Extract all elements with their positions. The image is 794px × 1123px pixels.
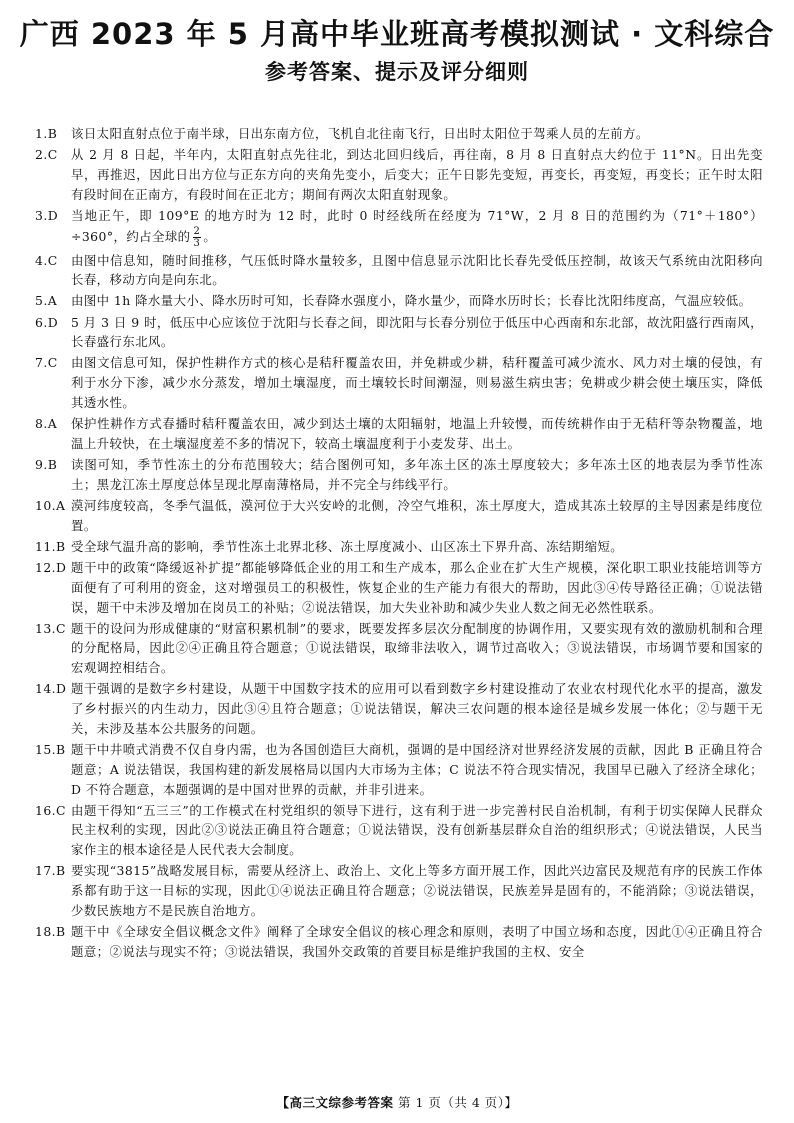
answer-item-12: [35, 558, 763, 617]
answer-explanation: 由图文信息可知，保护性耕作方式的核心是秸秆覆盖农田，并免耕或少耕，秸秆覆盖可减少流水、风力对土壤的侵蚀，有利于水分下渗，减少水分蒸发，增加土壤湿度，而土壤较长时间潮湿，则易滋生病虫害；免耕或少耕会使土壤压实，降低其透水性。: [71, 355, 763, 411]
answer-item-16: [35, 801, 763, 860]
answer-explanation: 当地正午，即 109°E 的地方时为 12 时，此时 0 时经线所在经度为 71°W，2 月 8 日的范围约为（71°＋180°）÷360°，约占全球的: [71, 207, 763, 245]
answer-number: 14.D: [35, 681, 67, 697]
answer-explanation: 由图中信息知，随时间推移，气压低时降水量较多，且图中信息显示沈阳比长春先受低压控制，故该天气系统由沈阳移向长春，移动方向是向东北。: [71, 252, 763, 288]
answer-item-4: [35, 251, 763, 291]
answer-explanation: 题干的设问为形成健康的“财富积累机制”的要求，既要发挥多层次分配制度的协调作用，又要实现有效的激励机制和合理的分配格局，因此②④正确且符合题意；①说法错误，取缔非法收入，调节过高收入；③说法错误，市场调节要和国家的宏观调控相结合。: [71, 620, 763, 676]
answer-item-2: [35, 145, 763, 204]
answer-explanation-tail: 。: [203, 229, 217, 245]
answer-item-18: [35, 922, 763, 962]
answer-number: 2.C: [35, 147, 58, 163]
fraction: [193, 226, 202, 249]
fraction-denominator: 3: [193, 238, 201, 250]
answer-explanation: 受全球气温升高的影响，季节性冻土北界北移、冻土厚度减小、山区冻土下界升高、冻结期缩短。: [71, 538, 624, 554]
answer-number: 10.A: [35, 497, 66, 513]
answer-item-8: [35, 414, 763, 454]
answer-number: 12.D: [35, 559, 67, 575]
page-title: 广西 2023 年 5 月高中毕业班高考模拟测试 · 文科综合: [19, 17, 775, 51]
answer-explanation: 读图可知，季节性冻土的分布范围较大；结合图例可知，多年冻土区的冻土厚度较大；多年冻土区的地表层为季节性冻土；黑龙江冻土厚度总体呈现北厚南薄格局，并不完全与纬线平行。: [71, 457, 763, 492]
answer-explanation: 题干中井喷式消费不仅自身内需，也为各国创造巨大商机，强调的是中国经济对世界经济发展的贡献，因此 B 正确且符合题意；A 说法错误，我国构建的新发展格局以国内大市场为主体；C 说法不符合现实情况，我国早已融入了经济全球化；D 不符合题意，本题强调的是中国对世界的贡献，并非引进来。: [71, 741, 763, 797]
answer-number: 3.D: [35, 207, 59, 223]
answer-number: 7.C: [35, 355, 58, 371]
answer-item-11: [35, 537, 763, 557]
answer-explanation: 保护性耕作方式春播时秸秆覆盖农田，减少到达土壤的太阳辐射，地温上升较慢，而传统耕作由于无秸秆等杂物覆盖，地温上升较快，在土壤湿度差不多的情况下，较高土壤温度利于小麦发芽、出土。: [71, 416, 763, 451]
answer-number: 17.B: [35, 863, 66, 879]
answer-item-14: [35, 679, 763, 738]
answer-explanation: 由题干得知“五三三”的工作模式在村党组织的领导下进行，这有利于进一步完善村民自治机制，有利于切实保障人民群众民主权利的实现，因此②③说法正确且符合题意；①说法错误，没有创新基层群众自治的组织形式；④说法错误，人民当家作主的根本途径是人民代表大会制度。: [71, 802, 763, 858]
answer-number: 9.B: [35, 457, 58, 473]
answer-number: 6.D: [35, 314, 59, 330]
answer-explanation: 从 2 月 8 日起，半年内，太阳直射点先往北，到达北回归线后，再往南，8 月 8 日直射点大约位于 11°N。日出先变早，再推迟，因此日出方位与正东方向的夹角先变小，后变大；正午日影先变短，再变长，再变短，再变长；正午时太阳有段时间在正南方，有段时间在正北方；期间有两次太阳直射现象。: [71, 147, 763, 202]
answer-item-3: [35, 206, 763, 250]
answer-item-6: [35, 313, 763, 353]
answer-item-10: [35, 496, 763, 536]
answer-explanation: 由图中 1h 降水量大小、降水历时可知，长春降水强度小，降水量少，而降水历时长；长春比沈阳纬度高，气温应较低。: [71, 293, 752, 309]
answer-number: 5.A: [35, 293, 58, 309]
answer-explanation: 该日太阳直射点位于南半球，日出东南方位，飞机自北往南飞行，日出时太阳位于驾乘人员的左前方。: [71, 126, 649, 141]
answer-item-9: [35, 455, 763, 495]
answer-number: 11.B: [35, 538, 66, 554]
answer-list: [35, 124, 763, 963]
answer-number: 16.C: [35, 802, 66, 818]
answer-item-1: [35, 124, 763, 144]
answer-number: 15.B: [35, 741, 66, 757]
answer-explanation: 题干中《全球安全倡议概念文件》阐释了全球安全倡议的核心理念和原则，表明了中国立场和态度，因此①④正确且符合题意；②说法与现实不符；③说法错误，我国外交政策的首要目标是维护我国的主权、安全: [71, 924, 763, 959]
answer-number: 18.B: [35, 924, 66, 940]
answer-item-5: [35, 291, 763, 311]
answer-item-7: [35, 353, 763, 412]
answer-explanation: 漠河纬度较高，冬季气温低，漠河位于大兴安岭的北侧，冷空气堆积，冻土厚度大，造成其冻土较厚的主导因素是纬度位置。: [71, 497, 763, 533]
footer-label: 【高三文综参考答案: [276, 1095, 394, 1110]
answer-explanation: 题干中的政策“降缓返补扩提”都能够降低企业的用工和生产成本，那么企业在扩大生产规模，深化职工职业技能培训等方面便有了可利用的资金，这对增强员工的积极性，恢复企业的生产能力有很大的帮助，因此③④传导路径正确；①说法错误，题干中未涉及增加在岗员工的补贴；②说法错误，加大失业补助和减少失业人数之间无必然性联系。: [71, 559, 763, 615]
answer-number: 8.A: [35, 416, 58, 432]
answer-number: 13.C: [35, 620, 66, 636]
footer-page-number: 第 1 页（共 4 页）】: [397, 1095, 518, 1110]
fraction-numerator: 2: [193, 226, 201, 238]
answer-explanation: 要实现“3815”战略发展目标，需要从经济上、政治上、文化上等多方面开展工作，因此兴边富民及规范有序的民族工作体系都有助于这一目标的实现，因此①④说法正确且符合题意；②说法错误，民族差异是固有的，不能消除；③说法错误，少数民族地方不是民族自治地方。: [71, 863, 763, 918]
answer-item-13: [35, 619, 763, 678]
answer-number: 1.B: [35, 126, 58, 141]
page-subtitle: 参考答案、提示及评分细则: [265, 60, 529, 84]
answer-number: 4.C: [35, 252, 58, 268]
answer-explanation: 5 月 3 日 9 时，低压中心应该位于沈阳与长春之间，即沈阳与长春分别位于低压中心西南和东北部，故沈阳盛行西南风，长春盛行东北风。: [71, 314, 763, 350]
answer-item-17: [35, 861, 763, 920]
answer-explanation: 题干强调的是数字乡村建设，从题干中国数字技术的应用可以看到数字乡村建设推动了农业农村现代化水平的提高，激发了乡村振兴的内生动力，因此③④且符合题意；①说法错误，解决三农问题的根本途径是城乡发展一体化；②与题干无关，未涉及基本公共服务的问题。: [71, 681, 763, 736]
answer-item-15: [35, 740, 763, 799]
page-footer: [0, 1094, 794, 1112]
